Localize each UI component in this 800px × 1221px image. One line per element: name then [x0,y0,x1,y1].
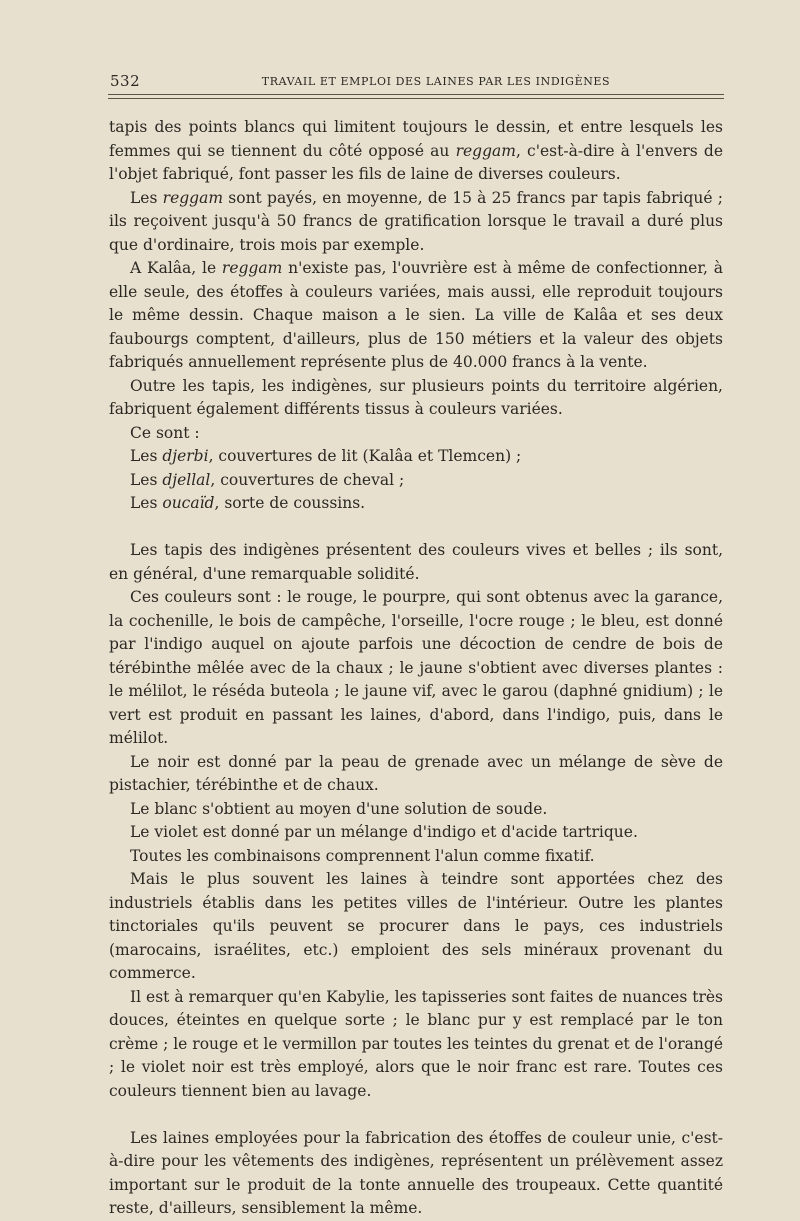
paragraph: Ce sont : [130,423,200,442]
paragraph: Le noir est donné par la peau de grenade avec un mélange de sève de pistachier, térébinthe et de chaux. [109,752,723,794]
text-run: , c'est-à-dire à l'envers de l'objet fabriqué, font passer les fils de laine de diverses couleurs. [109,141,723,183]
text-run: , couvertures de cheval ; [210,470,405,489]
running-title: TRAVAIL ET EMPLOI DES LAINES PAR LES INDIGÈNES [261,75,611,88]
paragraph [109,187,723,258]
paragraph: Outre les tapis, les indigènes, sur plusieurs points du territoire algérien, fabriquent également différents tissus à couleurs variées. [109,376,723,418]
text-run: A Kalâa, le [130,259,222,277]
paragraph: Le blanc s'obtient au moyen d'une solution de soude. [130,799,548,818]
paragraph: Les tapis des indigènes présentent des couleurs vives et belles ; ils sont, en général, d'une remarquable solidité. [109,541,723,583]
text-run: , sorte de coussins. [214,494,366,512]
body-text [109,116,723,1221]
italic-term: reggam [162,188,224,207]
italic-term: djerbi [162,447,209,465]
paragraph [109,116,723,187]
page-header [110,72,722,92]
header-rule [108,94,724,99]
italic-term: reggam [221,259,283,277]
text-run: n'existe pas, l'ouvrière est à même de confectionner, à elle seule, des étoffes à couleurs variées, mais aussi, elle reproduit toujours le même dessin. Chaque maison a le sien. La ville de Kalâa et ses deux faubourgs comptent, d'ailleurs, plus de 150 métiers et la valeur des objets fabriqués annuellement représente plus de 40.000 francs à la vente. [109,259,723,371]
paragraph: Ces couleurs sont : le rouge, le pourpre, qui sont obtenus avec la garance, la cochenille, le bois de campêche, l'orseille, l'ocre rouge ; le bleu, est donné par l'indigo auquel on ajoute parfois une décoction de cendre de bois de térébinthe mêlée avec de la chaux ; le jaune s'obtient avec diverses plantes : le mélilot, le réséda buteola ; le jaune vif, avec le garou (daphné gnidium) ; le vert est produit en passant les laines, d'abord, dans l'indigo, puis, dans le mélilot. [109,588,723,747]
text-run: , couvertures de lit (Kalâa et Tlemcen) ; [208,447,522,465]
italic-term: oucaïd [162,494,215,512]
text-run: Les [130,447,163,465]
list-item [109,469,723,493]
page-number: 532 [110,72,141,90]
paragraph: Les laines employées pour la fabrication des étoffes de couleur unie, c'est-à-dire pour les vêtements des indigènes, représentent un prélèvement assez important sur le produit de la tonte annuelle des troupeaux. Cette quantité reste, d'ailleurs, sensiblement la même. [109,1128,723,1217]
paragraph: Toutes les combinaisons comprennent l'alun comme fixatif. [130,846,595,865]
list-item [109,445,723,469]
text-run: Les [130,494,163,512]
text-run: Les [130,188,163,207]
list-item [109,492,723,516]
text-run: Les [130,470,163,489]
italic-term: reggam [455,141,516,160]
paragraph: Le violet est donné par un mélange d'indigo et d'acide tartrique. [130,823,638,841]
paragraph: Il est à remarquer qu'en Kabylie, les tapisseries sont faites de nuances très douces, éteintes en quelque sorte ; le blanc pur y est remplacé par le ton crème ; le rouge et le vermillon par toutes les teintes du grenat et de l'orangé ; le violet noir est très employé, alors que le noir franc est rare. Toutes ces couleurs tiennent bien au lavage. [109,987,723,1100]
text-run: tapis des points blancs qui limitent toujours le dessin, et entre lesquels les femmes qui se tiennent du côté opposé au [109,118,723,160]
italic-term: djellal [162,470,211,489]
paragraph [109,257,723,375]
paragraph: Mais le plus souvent les laines à teindre sont apportées chez des industriels établis dans les petites villes de l'intérieur. Outre les plantes tinctoriales qu'ils peuvent se procurer dans le pays, ces industriels (marocains, israélites, etc.) emploient des sels minéraux provenant du commerce. [109,870,723,982]
text-run: sont payés, en moyenne, de 15 à 25 francs par tapis fabriqué ; ils reçoivent jusqu'à 50 francs de gratification lorsque le travail a duré plus que d'ordinaire, trois mois par exemple. [109,188,723,254]
